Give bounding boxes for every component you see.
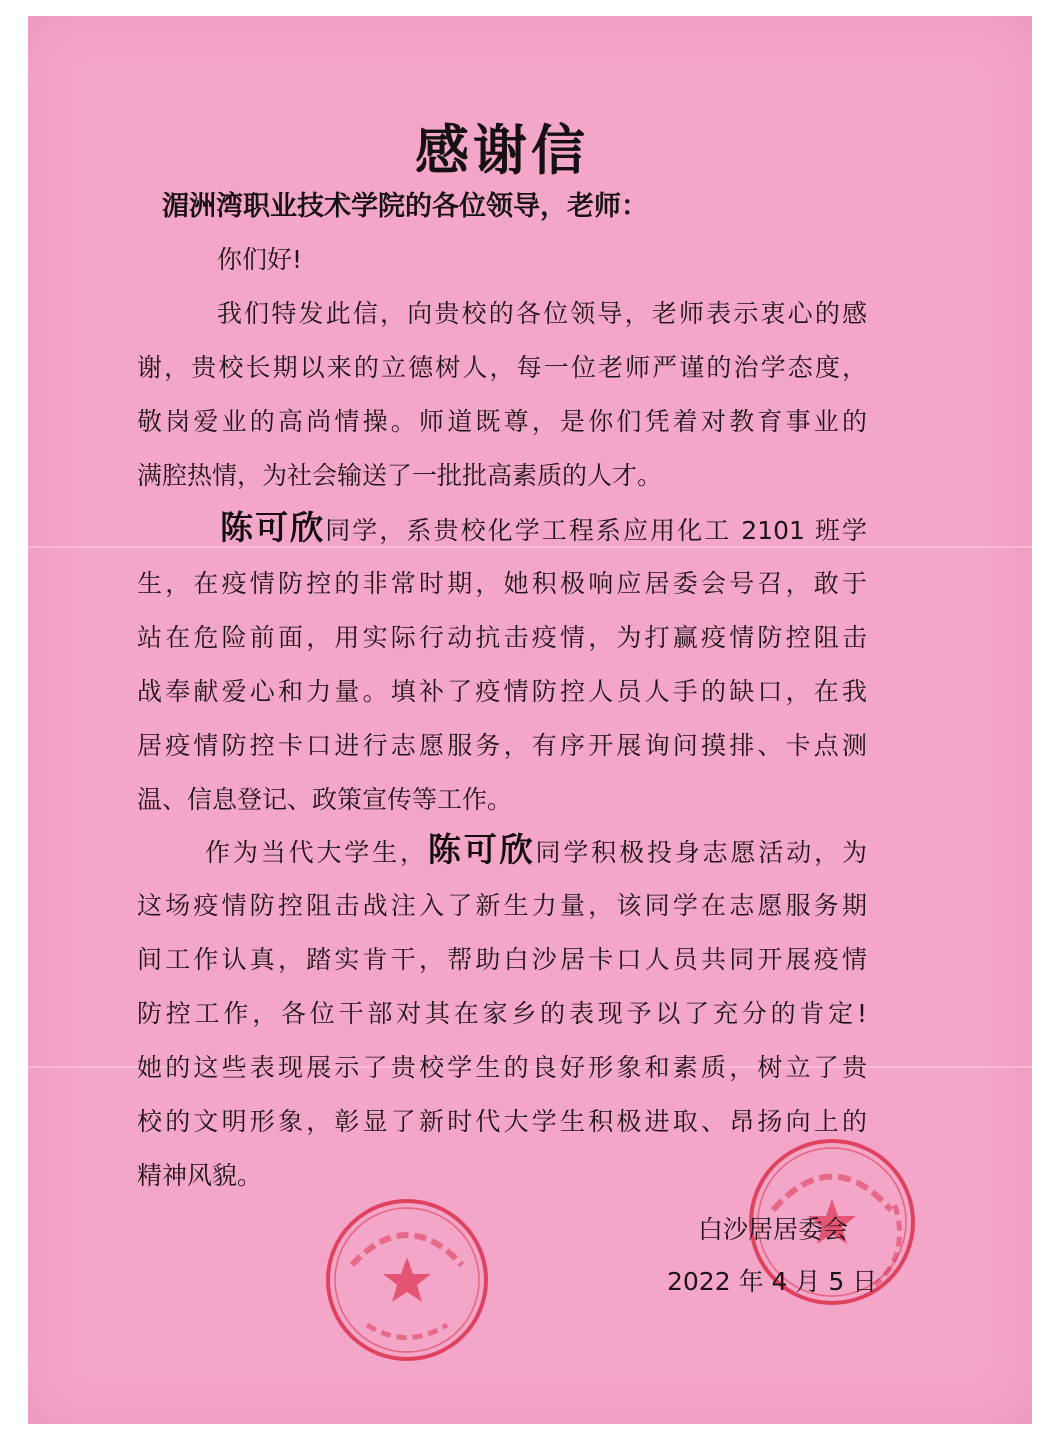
paragraph-line: 这场疫情防控阻击战注入了新生力量，该同学在志愿服务期 [137, 891, 867, 920]
student-name: 陈可欣 [427, 830, 536, 869]
paragraph-text: 同学，系贵校化学工程系应用化工 2101 班学 [325, 516, 867, 545]
paragraph-line: 居疫情防控卡口进行志愿服务，有序开展询问摸排、卡点测 [137, 731, 867, 760]
paragraph-line: 谢，贵校长期以来的立德树人，每一位老师严谨的治学态度， [137, 353, 867, 382]
letter-greeting: 你们好! [217, 245, 303, 274]
student-name: 陈可欣 [220, 508, 326, 547]
letter-date: 2022 年 4 月 5 日 [667, 1267, 878, 1296]
paragraph-line: 她的这些表现展示了贵校学生的良好形象和素质，树立了贵 [137, 1053, 867, 1082]
paragraph-line: 校的文明形象，彰显了新时代大学生积极进取、昂扬向上的 [137, 1107, 867, 1136]
letter-salutation: 湄洲湾职业技术学院的各位领导，老师： [162, 191, 648, 222]
paragraph-text: 作为当代大学生， [205, 838, 428, 867]
paragraph-line: 我们特发此信，向贵校的各位领导，老师表示衷心的感 [217, 299, 867, 328]
paragraph-line [205, 832, 867, 871]
paragraph-line: 温、信息登记、政策宣传等工作。 [137, 785, 513, 814]
paragraph-line [220, 510, 867, 549]
letter-title: 感谢信 [415, 119, 589, 182]
signature-organization: 白沙居居委会 [698, 1215, 849, 1244]
official-seal-left [322, 1195, 492, 1365]
paragraph-line: 生，在疫情防控的非常时期，她积极响应居委会号召，敢于 [137, 569, 867, 598]
paragraph-line: 站在危险前面，用实际行动抗击疫情，为打赢疫情防控阻击 [137, 623, 867, 652]
paragraph-text: 同学积极投身志愿活动，为 [535, 838, 867, 867]
paragraph-line: 满腔热情，为社会输送了一批批高素质的人才。 [137, 461, 663, 490]
paragraph-line: 间工作认真，踏实肯干，帮助白沙居卡口人员共同开展疫情 [137, 945, 867, 974]
paragraph-line: 敬岗爱业的高尚情操。师道既尊，是你们凭着对教育事业的 [137, 407, 867, 436]
paragraph-line: 战奉献爱心和力量。填补了疫情防控人员人手的缺口，在我 [137, 677, 867, 706]
paragraph-line: 防控工作，各位干部对其在家乡的表现予以了充分的肯定! [137, 999, 867, 1028]
paragraph-line: 精神风貌。 [137, 1161, 263, 1190]
